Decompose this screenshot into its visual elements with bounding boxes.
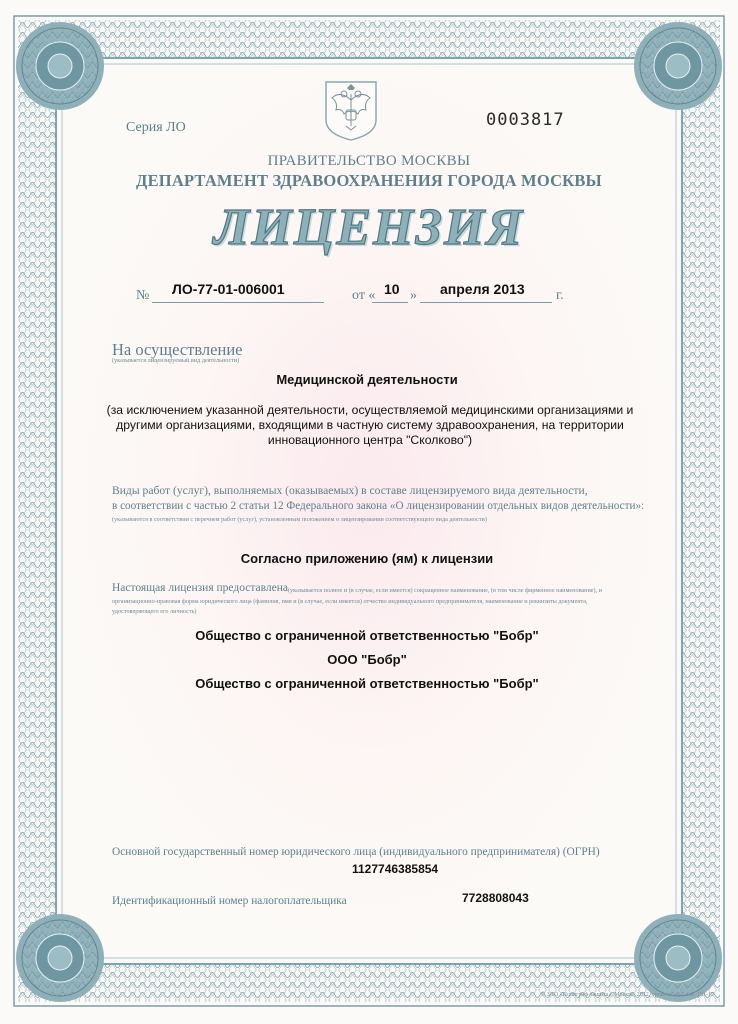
activity-hint: (указывается лицензируемый вид деятельности) (112, 357, 240, 364)
works-hint: (указываются в соответствии с перечнем работ (услуг), установленным положением о лицензировании соответствующего вида деятельности) (112, 516, 487, 523)
granted-hint: (указывается полное и (в случае, если имеется) сокращенное наименование, (в том числе фирменное наименование), и организационно-правовая форма юридического лица (фамилия, имя и (в случае, если имеется) отчество индивидуального предпринимателя, наименование и реквизиты документа, удостоверяющего его личность) (112, 587, 602, 615)
government-name: ПРАВИТЕЛЬСТВО МОСКВЫ (267, 153, 471, 169)
org-firm-name: Общество с ограниченной ответственностью "Бобр" (195, 676, 539, 691)
corner-rosette-br (634, 914, 722, 1002)
date-suffix: г. (556, 288, 564, 303)
works-line-1: Виды работ (услуг), выполняемых (оказываемых) в составе лицензируемого вида деятельности, (112, 484, 588, 497)
corner-rosette-tr (634, 22, 722, 110)
ogrn-value: 1127746385854 (352, 862, 439, 876)
license-number: ЛО-77-01-006001 (172, 281, 285, 297)
works-value: Согласно приложению (ям) к лицензии (240, 551, 494, 566)
activity-exclusion: (за исключением указанной деятельности, осуществляемой медицинскими организациями и другими организациями, входящими в частную систему здравоохранения, на территории инновационного центра "Сколково") (106, 403, 634, 447)
corner-rosette-tl (16, 22, 104, 110)
russian-coat-of-arms-icon (322, 80, 380, 142)
activity-heading: На осуществление (112, 340, 243, 359)
printer-note: © ЗАО «Полиграф-защита», Москва, 2012, уровень «Б», зак. 151-12 (540, 992, 714, 998)
granted-lead: Настоящая лицензия предоставлена (112, 582, 288, 594)
date-prefix: от « (352, 288, 376, 303)
series-label: Серия ЛО (126, 120, 186, 135)
activity-value: Медицинской деятельности (276, 372, 458, 387)
ogrn-label: Основной государственный номер юридического лица (индивидуального предпринимателя) (ОГРН) (112, 846, 600, 858)
org-full-name: Общество с ограниченной ответственностью "Бобр" (195, 628, 539, 643)
org-short-name: ООО "Бобр" (327, 652, 407, 667)
corner-rosette-bl (16, 914, 104, 1002)
date-month-year: апреля 2013 (440, 281, 525, 297)
department-name: ДЕПАРТАМЕНТ ЗДРАВООХРАНЕНИЯ ГОРОДА МОСКВЫ (136, 171, 602, 190)
works-line-2: в соответствии с частью 2 статьи 12 Федерального закона «О лицензировании отдельных видов деятельности»: (112, 500, 645, 512)
date-day: 10 (384, 281, 400, 297)
serial-number: 0003817 (486, 110, 565, 130)
inn-value: 7728808043 (462, 891, 529, 905)
number-prefix: № (136, 288, 150, 303)
date-mid: » (410, 288, 417, 303)
document-title: ЛИЦЕНЗИЯ (213, 199, 525, 256)
inn-label: Идентификационный номер налогоплательщика (112, 895, 347, 907)
